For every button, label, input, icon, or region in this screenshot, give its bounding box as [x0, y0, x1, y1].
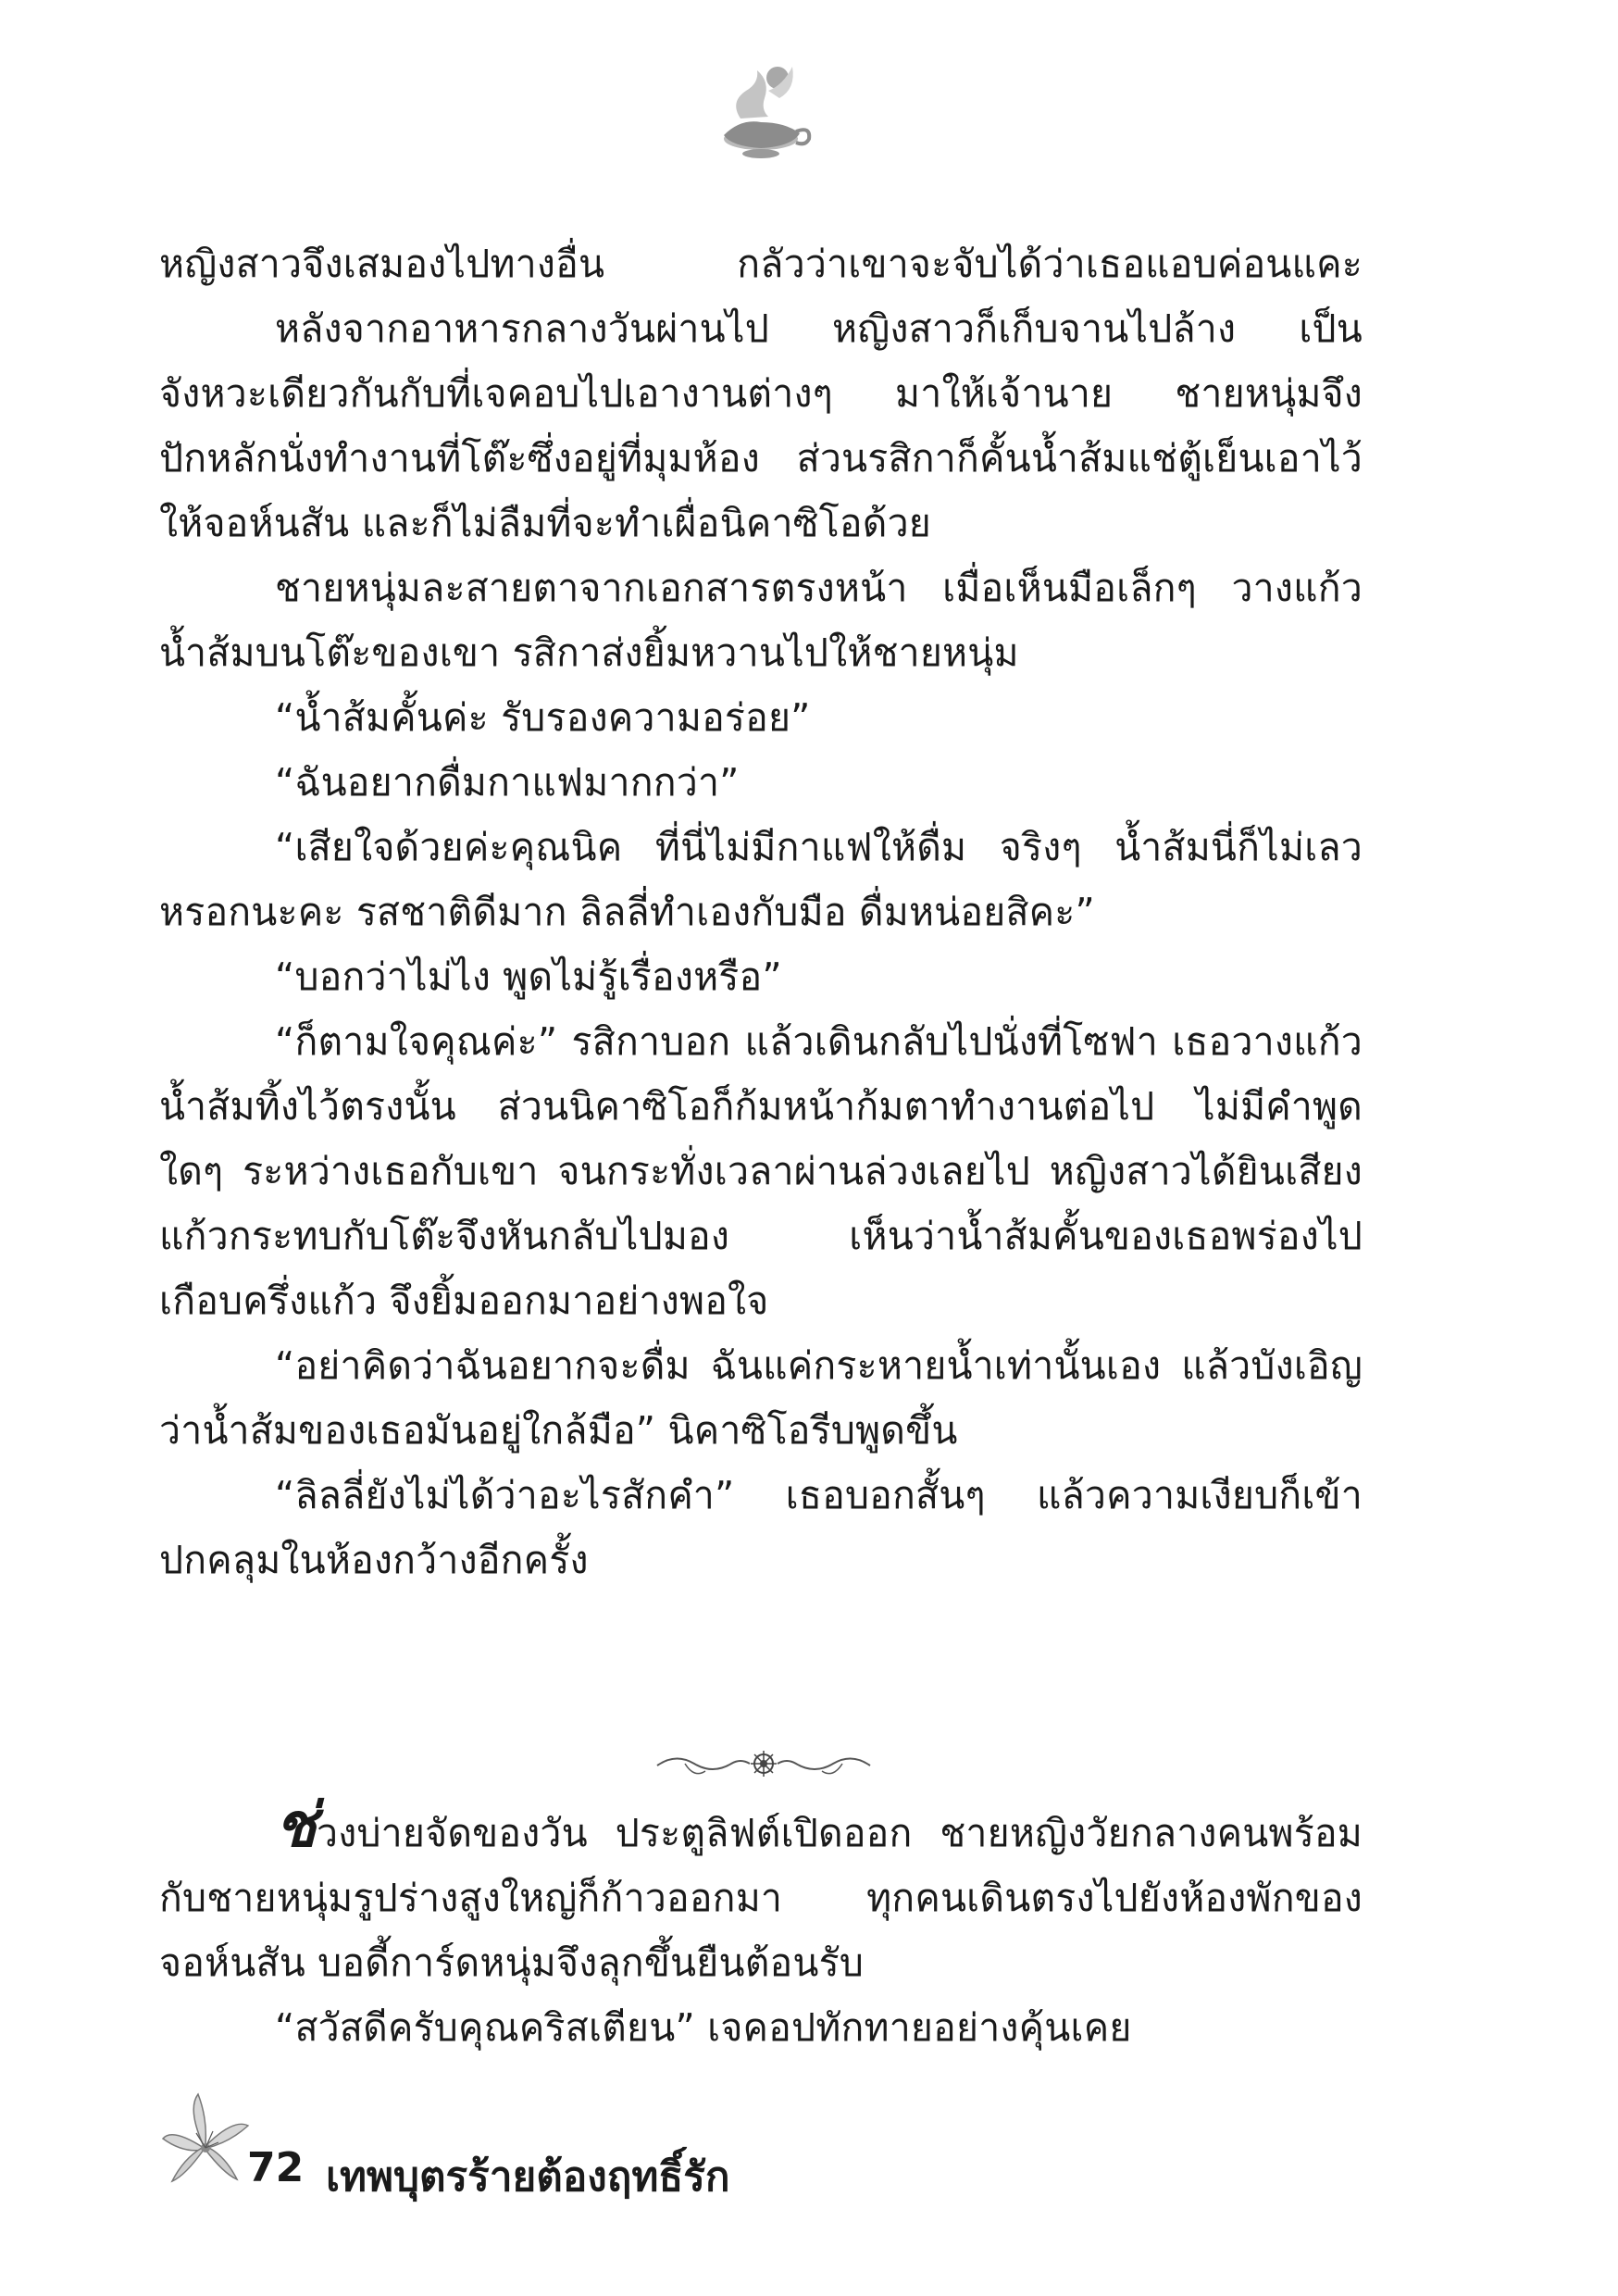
text-line-drop-cap	[159, 1790, 1363, 1866]
section-two-text	[159, 1790, 1363, 2060]
text-line: “ฉันอยากดื่มกาแฟมากกว่า”	[275, 760, 740, 805]
text-line: น้ำส้มทิ้งไว้ตรงนั้น ส่วนนิคาซิโอก็ก้มหน้าก้มตาทำงานต่อไป ไม่มีคำพูด	[159, 1084, 1363, 1129]
text-line: “บอกว่าไม่ไง พูดไม่รู้เรื่องหรือ”	[275, 955, 782, 999]
text-line: “อย่าคิดว่าฉันอยากจะดื่ม ฉันแค่กระหายน้ำเท่านั้นเอง แล้วบังเอิญ	[275, 1343, 1363, 1388]
text-line-rest: วงบ่ายจัดของวัน ประตูลิฟต์เปิดออก ชายหญิงวัยกลางคนพร้อม	[317, 1811, 1363, 1855]
text-line: หญิงสาวจึงเสมองไปทางอื่น กลัวว่าเขาจะจับได้ว่าเธอแอบค่อนแคะ	[159, 242, 1363, 286]
text-line: น้ำส้มบนโต๊ะของเขา รสิกาส่งยิ้มหวานไปให้ชายหนุ่ม	[159, 630, 1019, 675]
scene-divider-ornament-icon	[648, 1736, 879, 1791]
text-line: ปกคลุมในห้องกว้างอีกครั้ง	[159, 1538, 589, 1582]
page-number: 72	[247, 2144, 305, 2191]
text-line: ชายหนุ่มละสายตาจากเอกสารตรงหน้า เมื่อเห็นมือเล็กๆ วางแก้ว	[275, 566, 1363, 610]
text-line: จังหวะเดียวกันกับที่เจคอบไปเอางานต่างๆ มาให้เจ้านาย ชายหนุ่มจึง	[159, 371, 1363, 416]
page-footer	[159, 2090, 992, 2229]
text-line: “เสียใจด้วยค่ะคุณนิค ที่นี่ไม่มีกาแฟให้ดื่ม จริงๆ น้ำส้มนี่ก็ไม่เลว	[275, 825, 1363, 869]
text-line: ใดๆ ระหว่างเธอกับเขา จนกระทั่งเวลาผ่านล่วงเลยไป หญิงสาวได้ยินเสียง	[159, 1149, 1363, 1193]
text-line: “ลิลลี่ยังไม่ได้ว่าอะไรสักคำ” เธอบอกสั้นๆ แล้วความเงียบก็เข้า	[275, 1473, 1363, 1517]
text-line: แก้วกระทบกับโต๊ะจึงหันกลับไปมอง เห็นว่าน้ำส้มคั้นของเธอพร่องไป	[159, 1214, 1363, 1258]
text-line: ปักหลักนั่งทำงานที่โต๊ะซึ่งอยู่ที่มุมห้อง ส่วนรสิกาก็คั้นน้ำส้มแช่ตู้เย็นเอาไว้	[159, 436, 1363, 480]
text-line: “สวัสดีครับคุณคริสเตียน” เจคอปทักทายอย่างคุ้นเคย	[275, 2005, 1132, 2050]
text-line: หลังจากอาหารกลางวันผ่านไป หญิงสาวก็เก็บจานไปล้าง เป็น	[275, 306, 1363, 351]
text-line: จอห์นสัน บอดี้การ์ดหนุ่มจึงลุกขึ้นยืนต้อนรับ	[159, 1940, 865, 1985]
text-line: “น้ำส้มคั้นค่ะ รับรองความอร่อย”	[275, 695, 811, 740]
book-title: เทพบุตรร้ายต้องฤทธิ์รัก	[326, 2153, 730, 2201]
lamp-ornament-icon	[703, 54, 815, 165]
text-line: เกือบครึ่งแก้ว จึงยิ้มออกมาอย่างพอใจ	[159, 1279, 769, 1323]
text-line: หรอกนะคะ รสชาติดีมาก ลิลลี่ทำเองกับมือ ดื่มหน่อยสิคะ”	[159, 890, 1095, 934]
lily-flower-icon	[159, 2090, 252, 2192]
text-line: “ก็ตามใจคุณค่ะ” รสิกาบอก แล้วเดินกลับไปนั่งที่โซฟา เธอวางแก้ว	[275, 1019, 1363, 1064]
text-line: กับชายหนุ่มรูปร่างสูงใหญ่ก็ก้าวออกมา ทุกคนเดินตรงไปยังห้องพักของ	[159, 1876, 1363, 1920]
text-line: ว่าน้ำส้มของเธอมันอยู่ใกล้มือ” นิคาซิโอรีบพูดขึ้น	[159, 1408, 958, 1453]
drop-cap: ช่	[275, 1790, 317, 1861]
page-text	[159, 231, 1363, 1592]
text-line: ให้จอห์นสัน และก็ไม่ลืมที่จะทำเผื่อนิคาซิโอด้วย	[159, 501, 932, 545]
